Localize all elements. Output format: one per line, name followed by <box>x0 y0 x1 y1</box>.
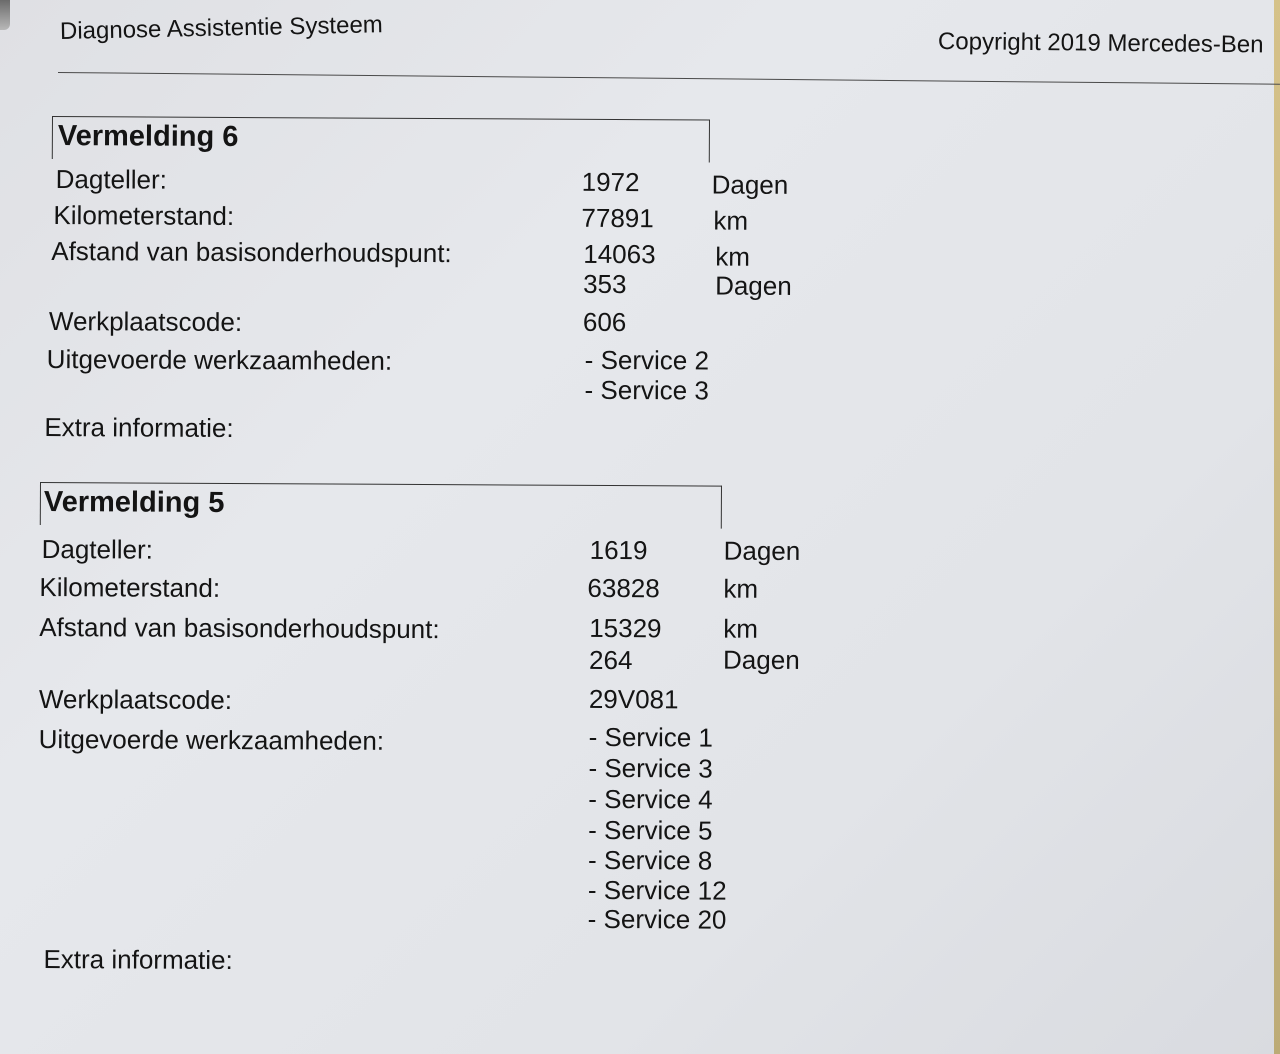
service-item: - Service 5 <box>588 814 713 846</box>
extra-informatie-label: Extra informatie: <box>43 944 233 976</box>
entry-heading: Vermelding 6 <box>57 120 239 154</box>
service-item: - Service 1 <box>588 721 714 753</box>
service-item: - Service 20 <box>587 903 727 935</box>
service-item: - Service 8 <box>587 844 713 876</box>
kilometerstand-label: Kilometerstand: <box>39 572 221 603</box>
werkplaatscode-label: Werkplaatscode: <box>48 306 243 338</box>
werkzaamheden-label: Uitgevoerde werkzaamheden: <box>46 344 393 376</box>
kilometerstand-label: Kilometerstand: <box>53 200 235 231</box>
kilometerstand-value: 77891 <box>581 202 654 234</box>
afstand-days-value: 264 <box>588 644 633 676</box>
service-item: - Service 3 <box>588 752 713 784</box>
service-item: - Service 3 <box>584 374 709 406</box>
service-item: - Service 4 <box>588 783 713 815</box>
document-title: Diagnose Assistentie Systeem <box>59 11 384 45</box>
werkzaamheden-label: Uitgevoerde werkzaamheden: <box>38 724 385 756</box>
werkplaatscode-value: 606 <box>582 306 627 338</box>
afstand-km-value: 15329 <box>589 612 662 644</box>
extra-informatie-label: Extra informatie: <box>44 411 234 443</box>
service-item: - Service 12 <box>587 874 727 906</box>
header-divider <box>58 72 1280 85</box>
afstand-km-unit: km <box>715 241 751 272</box>
dagteller-unit: Dagen <box>711 169 789 200</box>
kilometerstand-value: 63828 <box>587 572 660 604</box>
dagteller-unit: Dagen <box>723 535 801 566</box>
werkplaatscode-label: Werkplaatscode: <box>38 684 233 716</box>
dagteller-value: 1972 <box>581 166 640 198</box>
werkplaatscode-value: 29V081 <box>588 683 679 715</box>
afstand-label: Afstand van basisonderhoudspunt: <box>51 236 452 269</box>
dagteller-label: Dagteller: <box>41 534 154 565</box>
afstand-km-unit: km <box>723 613 758 644</box>
dagteller-label: Dagteller: <box>55 164 168 195</box>
entry-heading: Vermelding 5 <box>43 486 225 519</box>
afstand-km-value: 14063 <box>583 238 656 270</box>
afstand-days-unit: Dagen <box>715 270 792 301</box>
afstand-days-value: 353 <box>583 268 627 300</box>
kilometerstand-unit: km <box>723 573 759 604</box>
afstand-label: Afstand van basisonderhoudspunt: <box>39 612 440 645</box>
dagteller-value: 1619 <box>589 534 648 566</box>
service-item: - Service 2 <box>584 344 710 376</box>
kilometerstand-unit: km <box>713 205 749 236</box>
copyright-notice: Copyright 2019 Mercedes-Ben <box>937 28 1264 59</box>
afstand-days-unit: Dagen <box>723 644 800 675</box>
